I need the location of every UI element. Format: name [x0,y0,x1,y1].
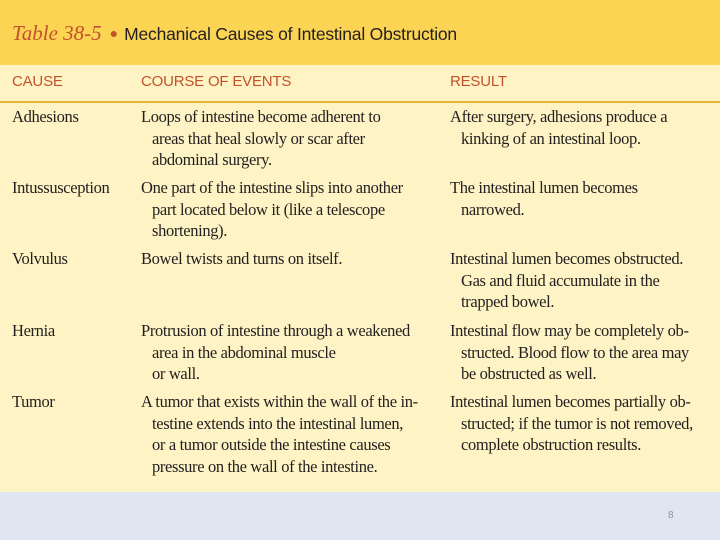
course-of-events-cell-line: area in the abdominal muscle [152,342,336,362]
table-title-bar [0,0,720,65]
page-number: 8 [668,510,674,521]
result-cell-line: After surgery, adhesions produce a [450,107,668,126]
cause-cell: Intussusception [12,178,110,197]
course-of-events-cell-line: abdominal surgery. [152,150,272,169]
result-cell [450,177,715,220]
course-of-events-cell [141,320,441,385]
table-title [12,20,457,50]
slide-footer [0,492,720,540]
course-of-events-cell-line: One part of the intestine slips into another [141,178,403,197]
cause-cell: Hernia [12,321,55,340]
course-of-events-cell [141,177,441,242]
header-course-of-events: COURSE OF EVENTS [141,73,292,90]
result-cell [450,320,715,385]
table-label: Table 38-5 [12,21,102,45]
course-of-events-cell-line: Loops of intestine become adherent to [141,107,381,126]
course-of-events-cell-line: part located below it (like a telescope [152,199,385,219]
table-header-row [0,65,720,103]
course-of-events-cell-line: A tumor that exists within the wall of the in- [141,392,418,411]
course-of-events-cell-line: Bowel twists and turns on itself. [141,249,343,268]
result-cell-line: trapped bowel. [461,292,555,311]
result-cell-line: narrowed. [461,199,525,219]
result-cell-line: Intestinal flow may be completely ob- [450,321,689,340]
course-of-events-cell-line: or a tumor outside the intestine causes [152,435,391,454]
cause-cell: Tumor [12,392,55,411]
result-cell-line: Intestinal lumen becomes obstructed. [450,249,683,268]
result-cell-line: The intestinal lumen becomes [450,178,638,197]
cause-cell: Volvulus [12,249,68,268]
course-of-events-cell-line: pressure on the wall of the intestine. [152,456,378,476]
course-of-events-cell-line: shortening). [152,221,228,240]
bullet-icon: ● [109,27,119,42]
course-of-events-cell [141,391,441,477]
cause-cell: Adhesions [12,107,79,126]
header-cause: CAUSE [12,73,63,90]
result-cell-line: structed. Blood flow to the area may [461,342,689,362]
course-of-events-cell-line: or wall. [152,364,200,383]
result-cell [450,248,715,313]
course-of-events-cell-line: testine extends into the intestinal lumen, [152,413,404,433]
result-cell-line: be obstructed as well. [461,364,597,383]
course-of-events-cell [141,106,441,171]
table-title-text: Mechanical Causes of Intestinal Obstruction [124,24,457,44]
result-cell [450,391,715,456]
result-cell-line: kinking of an intestinal loop. [461,128,641,148]
result-cell-line: complete obstruction results. [461,435,642,454]
result-cell-line: Intestinal lumen becomes partially ob- [450,392,691,411]
result-cell-line: structed; if the tumor is not removed, [461,413,693,433]
result-cell [450,106,715,149]
course-of-events-cell-line: areas that heal slowly or scar after [152,128,365,148]
header-result: RESULT [450,73,507,90]
course-of-events-cell [141,248,441,270]
course-of-events-cell-line: Protrusion of intestine through a weakened [141,321,410,340]
result-cell-line: Gas and fluid accumulate in the [461,270,660,290]
